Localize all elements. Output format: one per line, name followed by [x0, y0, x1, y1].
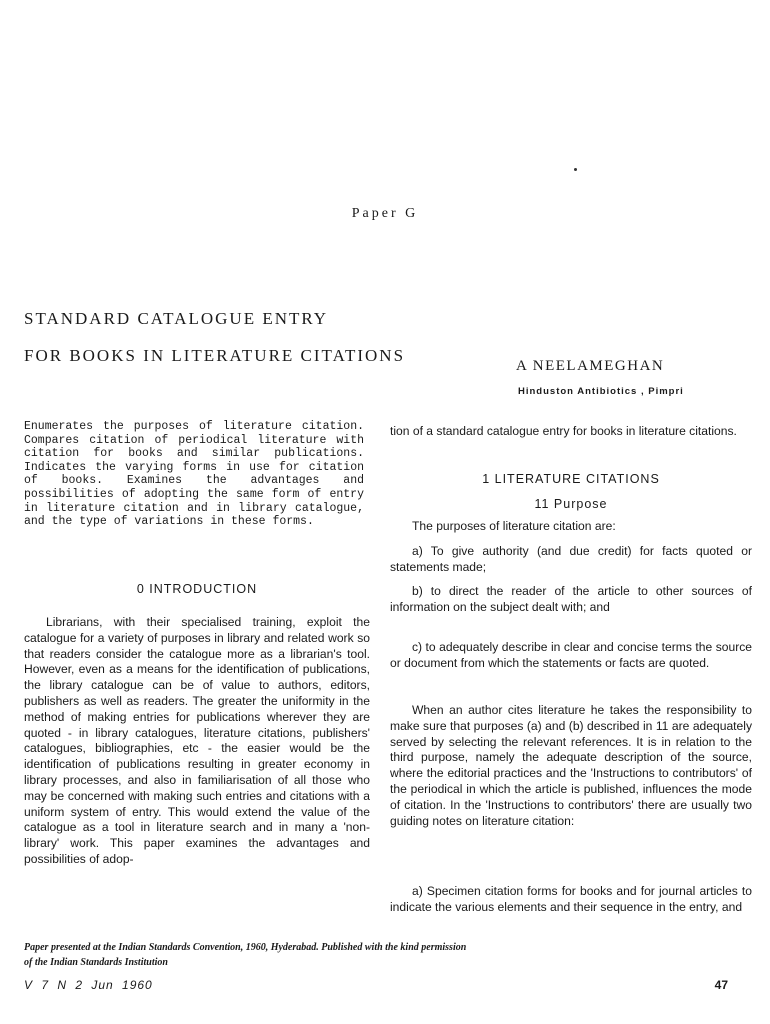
left-column-body [24, 615, 370, 868]
volume-issue-date: V 7 N 2 Jun 1960 [24, 978, 153, 992]
author-affiliation: Hinduston Antibiotics , Pimpri [518, 386, 684, 397]
title-line-1: STANDARD CATALOGUE ENTRY [24, 309, 329, 328]
footnote [24, 940, 466, 970]
purpose-item-b [390, 584, 752, 616]
page-number: 47 [714, 978, 728, 992]
purpose-item-a [390, 544, 752, 576]
right-column-continuation [390, 424, 752, 440]
footnote-line-1: Paper presented at the Indian Standards Convention, 1960, Hyderabad. Published with the kind permission [24, 942, 467, 953]
purpose-item-b-text: b) to direct the reader of the article to other sources of information on the subject dealt with; and [390, 584, 752, 614]
abstract: Enumerates the purposes of literature citation. Compares citation of periodical literature with citation for books and similar publications. Indicates the varying forms in use for citation of books. Examines the advantages and possibilities of adopting the same form of entry in literature citation and in library catalogue, and the type of variations in these forms. [24, 420, 364, 529]
continuation-text: tion of a standard catalogue entry for books in literature citations. [390, 424, 737, 438]
purpose-item-c [390, 640, 752, 672]
section-heading-literature-citations: 1 LITERATURE CITATIONS [482, 472, 660, 486]
purposes-intro: The purposes of literature citation are: [412, 519, 616, 533]
scan-speck [574, 168, 577, 171]
paper-label: Paper G [351, 206, 419, 221]
citation-paragraph [390, 703, 752, 829]
citation-paragraph-text: When an author cites literature he takes the responsibility to make sure that purposes (a) and (b) described in 11 are adequately served by selecting the relevant references. It is in relation to the third purpose, namely the adequate description of the source, where the editorial practices and the 'Instructions to contributors' of the periodical in which the article is published, influences the mode of citation. In the 'Instructions to contributors' there are usually two guiding notes on literature citation: [390, 703, 752, 828]
author-name: A NEELAMEGHAN [516, 358, 665, 374]
guiding-note-item-a-text: a) Specimen citation forms for books and for journal articles to indicate the various elements and their sequence in the entry, and [390, 884, 752, 914]
introduction-paragraph: Librarians, with their specialised training, exploit the catalogue for a variety of purposes in library and related work so that readers consider the catalogue more as a librarian's tool. However, even as a means for the identification of publications, the library catalogue can be of value to authors, editors, publishers as well as readers. The greater the uniformity in the method of making entries for publications wherever they are quoted - in library catalogues, literature citations, publishers' catalogues, bibliographies, etc - the easier would be the identification of publications resulting in greater economy in library processes, and also in familiarisation of all those who may be concerned with making such entries and citations with a uniform system of entry. This would extend the value of the catalogue as a tool in literature search and in many a 'non-library' work. This paper examines the advantages and possibilities of adop- [24, 615, 370, 866]
subsection-heading-purpose: 11 Purpose [534, 497, 608, 511]
right-column-body [390, 519, 752, 535]
purpose-item-a-text: a) To give authority (and due credit) for facts quoted or statements made; [390, 544, 752, 574]
title-line-2: FOR BOOKS IN LITERATURE CITATIONS [24, 346, 406, 365]
footnote-line-2: of the Indian Standards Institution [24, 957, 168, 968]
guiding-note-item-a [390, 884, 752, 916]
section-heading-introduction: 0 INTRODUCTION [136, 582, 258, 596]
purpose-item-c-text: c) to adequately describe in clear and concise terms the source or document from which the statements or facts are quoted. [390, 640, 752, 670]
